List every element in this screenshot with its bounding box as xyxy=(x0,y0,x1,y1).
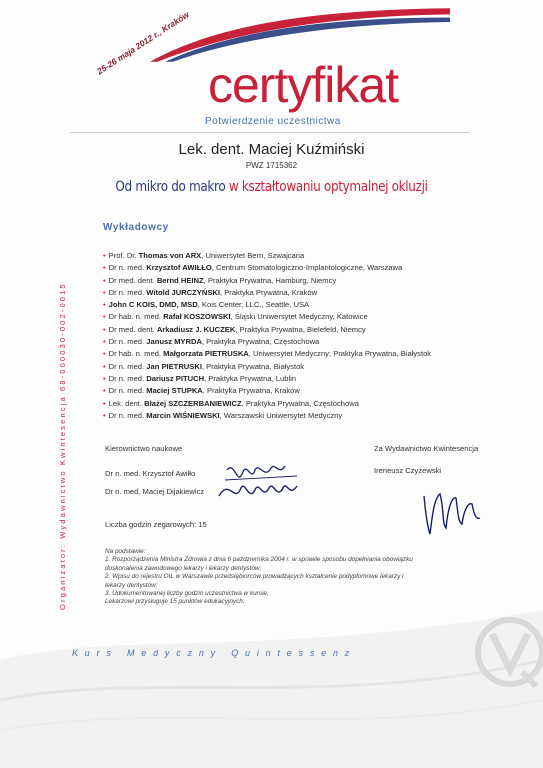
lecturer-affiliation: , Uniwersytet Medyczny; Praktyka Prywatna, Białystok xyxy=(248,349,432,359)
lecturer-affiliation: , Praktyka Prywatna, Bielefeld, Niemcy xyxy=(235,324,366,334)
lecturer-title: Dr n. med. xyxy=(108,337,145,347)
lecturer-name: Marcin WIŚNIEWSKI xyxy=(146,410,220,420)
lecturer-name: Maciej STUPKA xyxy=(146,386,203,396)
notes-intro: Na podstawie: xyxy=(105,548,146,555)
lecturer-name: John C KOIS, DMD, MSD xyxy=(108,300,198,310)
bullet-icon: • xyxy=(103,263,106,273)
lecturer-item xyxy=(103,385,503,397)
course-title-part1: Od mikro do makro xyxy=(115,179,226,195)
notes-item-1: 1. Rozporządzenia Ministra Zdrowia z dnia 6 października 2004 r. w sprawie sposobu dopełniania obowiązku doskonalenia zawodowego lekarzy i lekarzy dentystów; xyxy=(105,556,413,572)
lecturer-title: Dr n. med. xyxy=(108,361,145,371)
lecturer-title: Dr hab. n. med. xyxy=(108,349,162,359)
bullet-icon: • xyxy=(103,251,106,260)
footer-course-name: Kurs Medyczny Quintessenz xyxy=(72,648,357,658)
organizer-vertical-text: Organizator: Wydawnictwo Kwintesencja 68-000030-002-0015 xyxy=(58,282,67,610)
scientific-director-1: Dr n. med. Krzysztof Awiłło xyxy=(105,469,196,478)
lecturer-item xyxy=(103,250,503,262)
bullet-icon: • xyxy=(103,398,106,408)
notes-item-2: 2. Wpisu do rejestru OIL w Warszawie przedsiębiorców prowadzących kształcenie podyplomowe lekarzy i lekarzy dentystów; xyxy=(105,573,404,589)
lecturer-name: Jan PIETRUSKI xyxy=(146,361,202,371)
course-hours: Liczba godzin zegarowych: 15 xyxy=(105,520,207,529)
notes-closing: Lekarzowi przysługuje 15 punktów edukacyjnych. xyxy=(105,598,245,606)
lecturer-affiliation: , Praktyka Prywatna, Białystok xyxy=(201,361,305,371)
lecturer-title: Dr n. med. xyxy=(108,386,145,396)
scientific-board-label: Kierownictwo naukowe xyxy=(105,444,183,453)
scientific-signatures xyxy=(215,458,310,508)
lecturers-heading: Wykładowcy xyxy=(103,222,169,233)
bullet-icon: • xyxy=(103,300,106,310)
lecturer-name: Błażej SZCZERBANIEWICZ xyxy=(144,398,242,408)
participant-name: Lek. dent. Maciej Kuźmiński xyxy=(178,141,365,158)
publisher-signature xyxy=(418,478,488,538)
course-title xyxy=(38,179,505,195)
lecturer-title: Dr n. med. xyxy=(108,410,145,420)
lecturer-item xyxy=(103,311,503,323)
bullet-icon: • xyxy=(103,337,106,347)
lecturer-title: Dr n. med. xyxy=(108,287,145,297)
legal-basis-notes xyxy=(105,548,415,607)
lecturer-title: Dr n. med. xyxy=(108,263,145,273)
lecturer-item xyxy=(103,398,503,410)
course-title-part2: w kształtowaniu optymalnej okluzji xyxy=(228,179,428,195)
lecturer-name: Krzysztof AWIŁŁO xyxy=(146,263,212,273)
lecturer-name: Małgorzata PIETRUSKA xyxy=(163,349,249,359)
lecturer-affiliation: , Praktyka Prywatna, Lublin xyxy=(204,373,297,383)
lecturer-item xyxy=(103,262,503,274)
lecturer-affiliation: , Warszawski Uniwersytet Medyczny xyxy=(219,410,343,420)
lecturer-name: Janusz MYRDA xyxy=(146,337,202,347)
lecturer-affiliation: , Uniwersytet Bern, Szwajcaria xyxy=(201,251,305,260)
lecturer-name: Thomas von ARX xyxy=(138,251,202,260)
lecturer-name: Bernd HEINZ xyxy=(156,275,204,285)
lecturer-title: Dr med. dent. xyxy=(108,275,155,285)
bullet-icon: • xyxy=(103,410,106,420)
lecturer-name: Dariusz PITUCH xyxy=(146,373,205,383)
publisher-label: Za Wydawnictwo Kwintesencja xyxy=(374,444,479,453)
lecturer-affiliation: , Śląski Uniwersytet Medyczny, Katowice xyxy=(230,312,368,322)
lecturer-item xyxy=(103,299,503,311)
lecturer-title: Dr med. dent. xyxy=(108,324,155,334)
bullet-icon: • xyxy=(103,373,106,383)
divider xyxy=(70,132,470,133)
lecturer-title: Dr n. med. xyxy=(108,373,145,383)
bullet-icon: • xyxy=(103,361,106,371)
lecturer-item xyxy=(103,324,503,336)
lecturer-name: Rafał KOSZOWSKI xyxy=(163,312,231,322)
notes-item-3: 3. Udokumentowanej liczby godzin uczestnictwa w kursie, xyxy=(105,590,269,598)
lecturer-item xyxy=(103,275,503,287)
bullet-icon: • xyxy=(103,312,106,322)
lecturer-name: Witold JURCZYŃSKI xyxy=(146,287,221,297)
lecturer-title: Prof. Dr. xyxy=(108,251,137,260)
lecturer-affiliation: , Centrum Stomatologiczno-Implantologiczne, Warszawa xyxy=(211,263,403,273)
quintessenz-logo-icon xyxy=(470,612,543,692)
lecturer-item xyxy=(103,373,503,385)
lecturer-item xyxy=(103,287,503,299)
lecturer-item xyxy=(103,361,503,373)
lecturer-name: Arkadiusz J. KUCZEK xyxy=(156,324,236,334)
certificate-subtitle: Potwierdzenie uczestnictwa xyxy=(205,116,341,127)
lecturer-item xyxy=(103,348,503,360)
lecturer-title: Dr hab. n. med. xyxy=(108,312,162,322)
bullet-icon: • xyxy=(103,324,106,334)
background-pattern xyxy=(0,600,543,768)
bullet-icon: • xyxy=(103,275,106,285)
lecturer-affiliation: , Praktyka Prywatna, Częstochowa xyxy=(201,337,320,347)
lecturer-item xyxy=(103,410,503,422)
lecturer-affiliation: , Praktyka Prywatna, Hamburg, Niemcy xyxy=(203,275,337,285)
event-date-location: 25-26 maja 2012 r., Kraków xyxy=(95,9,191,77)
lecturer-item xyxy=(103,336,503,348)
scientific-director-2: Dr n. med. Maciej Dijakiewicz xyxy=(105,487,205,496)
lecturer-affiliation: , Praktyka Prywatna, Częstochowa xyxy=(241,398,359,408)
lecturer-affiliation: , Praktyka Prywatna, Kraków xyxy=(202,386,300,396)
bullet-icon: • xyxy=(103,287,106,297)
lecturers-list xyxy=(103,250,503,422)
publisher-name: Ireneusz Czyżewski xyxy=(374,466,442,475)
participant-pwz: PWZ 1715362 xyxy=(245,161,298,170)
lecturer-affiliation: , Praktyka Prywatna, Kraków xyxy=(220,287,318,297)
lecturer-title: Lek. dent. xyxy=(108,398,143,408)
lecturer-affiliation: , Kois Center, LLC., Seattle, USA xyxy=(197,300,310,310)
bullet-icon: • xyxy=(103,349,106,359)
certificate-title: certyfikat xyxy=(208,57,399,113)
bullet-icon: • xyxy=(103,386,106,396)
